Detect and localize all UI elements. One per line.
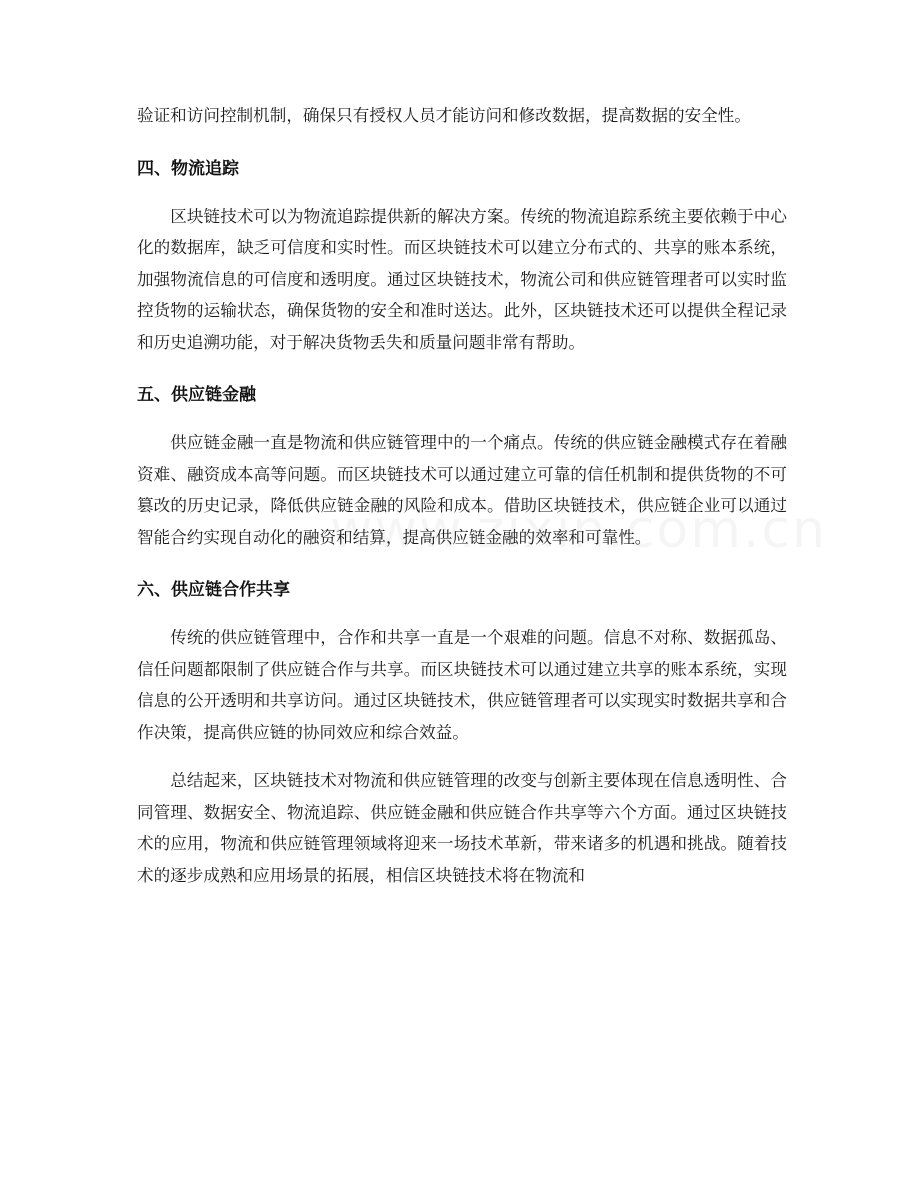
section-paragraph-supply-chain-cooperation: 传统的供应链管理中，合作和共享一直是一个艰难的问题。信息不对称、数据孤岛、信任问题都限制了供应链合作与共享。而区块链技术可以通过建立共享的账本系统，实现信息的公开透明和共享访问。通过区块链技术，供应链管理者可以实现实时数据共享和合作决策，提高供应链的协同效应和综合效益。 — [137, 628, 787, 742]
section-heading-supply-chain-finance: 五、供应链金融 — [137, 385, 256, 405]
document-page — [137, 100, 787, 891]
section-heading-logistics-tracking: 四、物流追踪 — [137, 158, 239, 179]
section-paragraph-supply-chain-finance: 供应链金融一直是物流和供应链管理中的一个痛点。传统的供应链金融模式存在着融资难、融资成本高等问题。而区块链技术可以通过建立可靠的信任机制和提供货物的不可篡改的历史记录，降低供应链金融的风险和成本。借助区块链技术，供应链企业可以通过智能合约实现自动化的融资和结算，提高供应链金融的效率和可靠性。 — [137, 433, 787, 547]
intro-fragment-paragraph: 验证和访问控制机制，确保只有授权人员才能访问和修改数据，提高数据的安全性。 — [137, 106, 751, 125]
conclusion-paragraph: 总结起来，区块链技术对物流和供应链管理的改变与创新主要体现在信息透明性、合同管理、数据安全、物流追踪、供应链金融和供应链合作共享等六个方面。通过区块链技术的应用，物流和供应链管理领域将迎来一场技术革新，带来诸多的机遇和挑战。随着技术的逐步成熟和应用场景的拓展，相信区块链技术将在物流和 — [137, 771, 787, 885]
section-heading-supply-chain-cooperation: 六、供应链合作共享 — [137, 580, 290, 600]
section-paragraph-logistics-tracking: 区块链技术可以为物流追踪提供新的解决方案。传统的物流追踪系统主要依赖于中心化的数据库，缺乏可信度和实时性。而区块链技术可以建立分布式的、共享的账本系统，加强物流信息的可信度和透明度。通过区块链技术，物流公司和供应链管理者可以实时监控货物的运输状态，确保货物的安全和准时送达。此外，区块链技术还可以提供全程记录和历史追溯功能，对于解决货物丢失和质量问题非常有帮助。 — [137, 206, 787, 352]
